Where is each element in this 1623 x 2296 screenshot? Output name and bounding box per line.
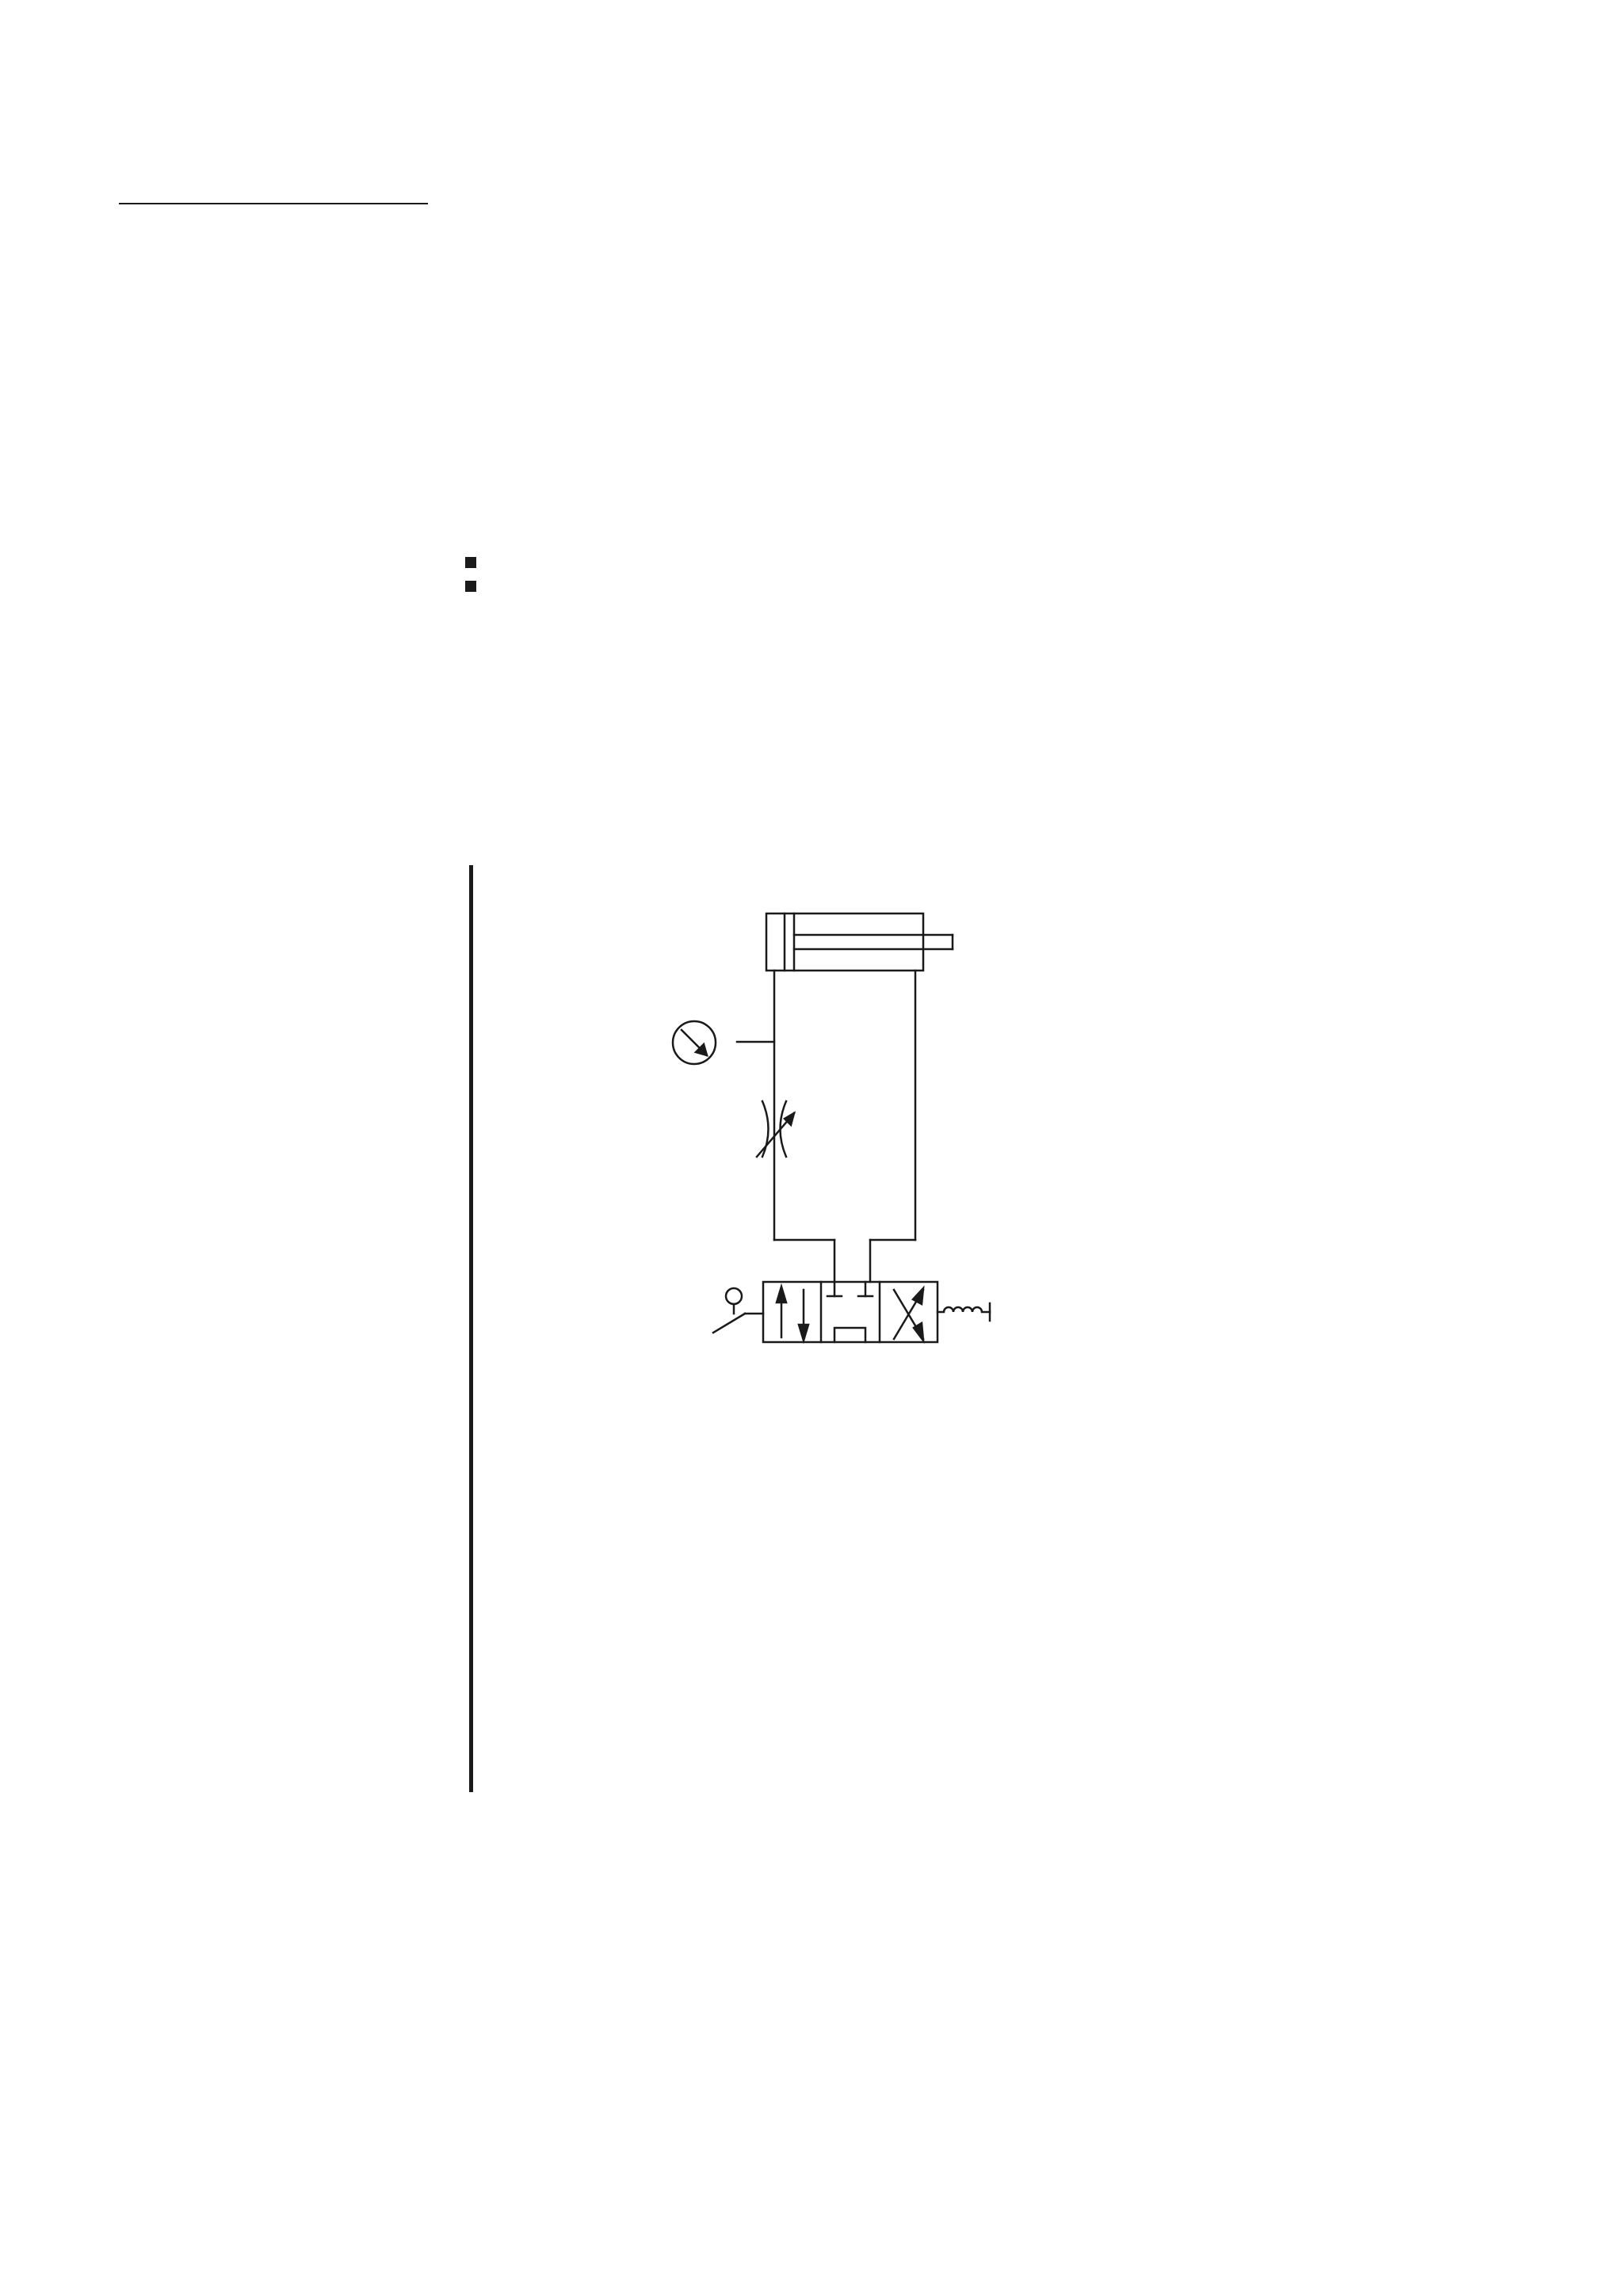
directional-control-valve — [713, 1282, 990, 1342]
flow-control-valve-icon — [757, 1101, 794, 1157]
working-lines — [737, 971, 915, 1282]
hydraulic-cylinder — [766, 913, 953, 971]
pressure-gauge-icon — [673, 1021, 716, 1064]
